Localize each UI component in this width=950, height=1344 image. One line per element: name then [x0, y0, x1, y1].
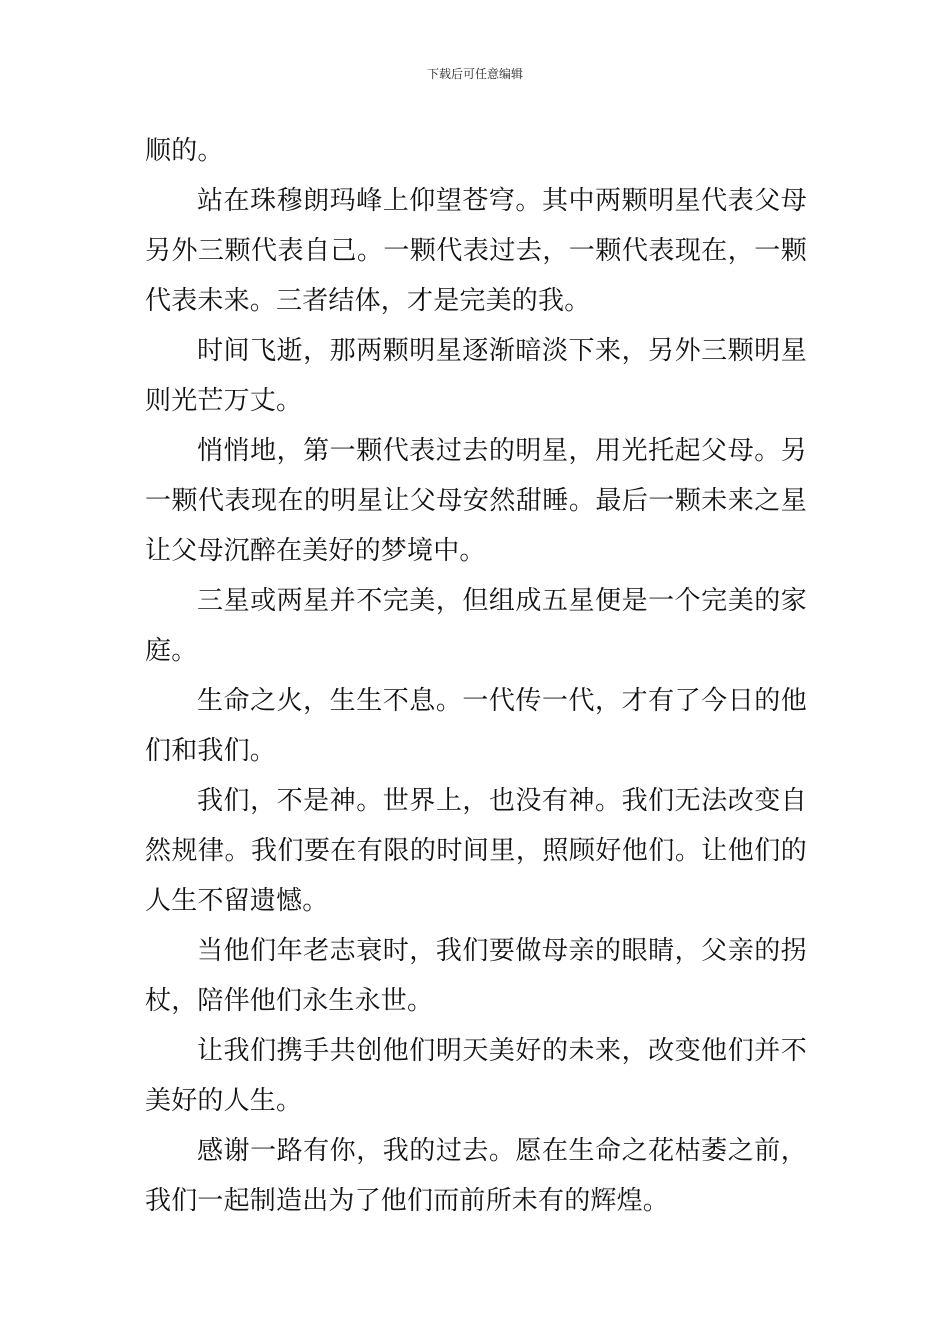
page-header: 下载后可任意编辑 [426, 67, 523, 81]
paragraph-4: 悄悄地，第一颗代表过去的明星，用光托起父母。另一颗代表现在的明星让父母安然甜睡。最后一颗未来之星让父母沉醉在美好的梦境中。 [145, 436, 807, 566]
paragraph-1: 顺的。 [145, 136, 224, 166]
paragraph-7: 我们，不是神。世界上，也没有神。我们无法改变自然规律。我们要在有限的时间里，照顾好他们。让他们的人生不留遗憾。 [145, 786, 807, 916]
document-body [145, 126, 807, 1226]
paragraph-6: 生命之火，生生不息。一代传一代，才有了今日的他们和我们。 [145, 686, 807, 766]
paragraph-9: 让我们携手共创他们明天美好的未来，改变他们并不美好的人生。 [145, 1036, 807, 1116]
paragraph-5: 三星或两星并不完美，但组成五星便是一个完美的家庭。 [145, 586, 807, 666]
paragraph-2: 站在珠穆朗玛峰上仰望苍穹。其中两颗明星代表父母另外三颗代表自己。一颗代表过去，一颗代表现在，一颗代表未来。三者结体，才是完美的我。 [145, 186, 807, 316]
paragraph-10: 感谢一路有你，我的过去。愿在生命之花枯萎之前，我们一起制造出为了他们而前所未有的辉煌。 [145, 1136, 807, 1216]
paragraph-3: 时间飞逝，那两颗明星逐渐暗淡下来，另外三颗明星则光芒万丈。 [145, 336, 807, 416]
paragraph-8: 当他们年老志衰时，我们要做母亲的眼睛，父亲的拐杖，陪伴他们永生永世。 [145, 936, 807, 1016]
